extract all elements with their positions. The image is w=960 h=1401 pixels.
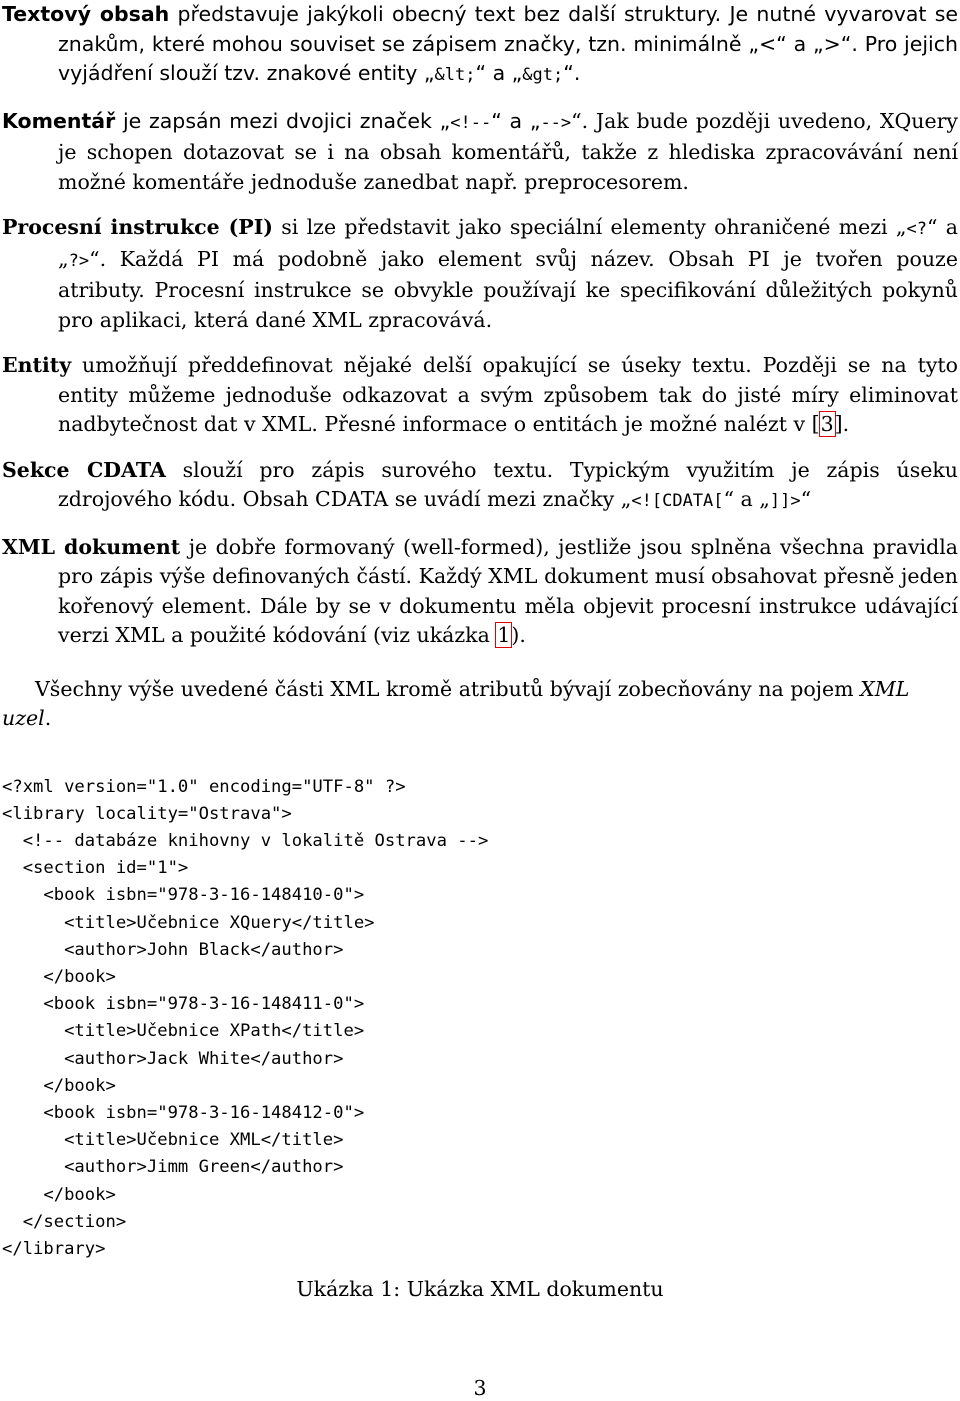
code-line: <section id="1"> [2,858,189,879]
code-line: <author>Jack White</author> [2,1048,344,1069]
code-line: </library> [2,1238,106,1259]
page-number: 3 [473,1376,487,1400]
code-line: </book> [2,966,116,987]
term-komentar: Komentář [2,108,116,133]
definition-text: ]. [834,412,850,436]
definition-text: je zapsán mezi dvojici značek „ [122,108,451,133]
definition-text: “. [563,61,581,85]
definition-xml-dokument [2,533,958,651]
code-line: </section> [2,1211,127,1232]
definition-text: slouží pro zápis surového textu. Typickým využitím je zápis úseku zdrojového kódu. Obsah CDATA se uvádí mezi značky „ [58,457,958,511]
cdata-close-code: ]]> [769,491,801,511]
summary-paragraph [2,675,958,734]
definition-text: “ [800,487,812,511]
entity-lt-code: &lt; [434,65,476,85]
definition-textovy-obsah [2,0,958,91]
definition-text: “. Jak bude později uvedeno, XQuery je schopen dotazovat se i na obsah komentářů, takže z hlediska zpracovávání není možné komentáře jednoduše zanedbat např. preprocesorem. [58,108,958,194]
definition-entity [2,351,958,440]
term-cdata: Sekce CDATA [2,457,166,482]
definition-text: “. Každá PI má podobně jako element svůj název. Obsah PI je tvořen pouze atributy. Procesní instrukce se obvykle používají ke specifikování důležitých pokynů pro aplikaci, která dané XML zpracovává. [58,246,958,332]
code-line: <!-- databáze knihovny v lokalitě Ostrava --> [2,830,489,851]
term-procesni-instrukce: Procesní instrukce (PI) [2,215,273,239]
citation-link[interactable]: 3 [820,412,834,436]
definition-procesni-instrukce [2,213,958,335]
code-line: <title>Učebnice XPath</title> [2,1021,365,1042]
code-line: <book isbn="978-3-16-148410-0"> [2,885,365,906]
pi-open-code: <? [906,219,927,239]
definition-text: “. Pro jejich vyjádření slouží tzv. znakové entity „ [58,31,959,85]
summary-text: Všechny výše uvedené části XML kromě atributů bývají zobecňovány na pojem [35,676,861,701]
definition-text: ). [511,623,526,647]
definition-text: “ a „ [491,108,541,133]
pi-close-code: ?> [68,250,90,271]
definition-text: “ a „ [723,487,770,511]
code-listing [2,774,958,1264]
comment-open-code: <!-- [450,112,492,133]
definition-text: je dobře formovaný (well-formed), jestliže jsou splněna všechna pravidla pro zápis výše definovaných částí. Každý XML dokument musí obsahovat přesně jeden kořenový element. Dále by se v dokumentu měla objevit procesní instrukce udávající verzi XML a použité kódování (viz ukázka [58,534,958,647]
summary-end: . [44,706,52,730]
code-line: <book isbn="978-3-16-148412-0"> [2,1102,365,1123]
listing-caption: Ukázka 1: Ukázka XML dokumentu [296,1277,664,1302]
term-entity: Entity [2,353,72,377]
code-line: <title>Učebnice XML</title> [2,1130,344,1151]
code-line: <author>John Black</author> [2,939,344,960]
entity-gt-code: &gt; [522,65,564,85]
code-line: </book> [2,1184,116,1205]
definition-cdata [2,456,958,517]
summary-emphasis: XML uzel [2,676,910,730]
code-line: <author>Jimm Green</author> [2,1157,344,1178]
definition-text: “ a „ [475,61,523,85]
code-line: <library locality="Ostrava"> [2,803,292,824]
cdata-open-code: <![CDATA[ [631,491,724,511]
listing-reference-link[interactable]: 1 [497,623,511,647]
definition-text: si lze představit jako speciální elementy ohraničené mezi „ [281,215,907,239]
code-line: <book isbn="978-3-16-148411-0"> [2,994,365,1015]
code-line: <title>Učebnice XQuery</title> [2,912,375,933]
definition-text: umožňují předdefinovat nějaké delší opakující se úseky textu. Později se na tyto entity můžeme jednoduše odkazovat a svým způsobem tak do jisté míry eliminovat nadbytečnost dat v XML. Přesné informace o entitách je možné nalézt v [ [58,353,958,436]
code-line: </book> [2,1075,116,1096]
term-textovy-obsah: Textový obsah [2,2,170,26]
greater-than-sign: > [823,31,841,56]
code-line: <?xml version="1.0" encoding="UTF-8" ?> [2,776,406,797]
comment-close-code: --> [540,112,572,133]
definition-text: “ a „ [776,31,824,56]
definition-text: “ a „ [58,215,958,271]
definition-text: představuje jakýkoli obecný text bez další struktury. Je nutné vyvarovat se znakům, které mohou souviset se zápisem značky, tzn. minimálně „ [58,2,958,56]
less-than-sign: < [758,31,777,56]
term-xml-dokument: XML dokument [2,534,181,559]
definition-komentar [2,107,958,198]
